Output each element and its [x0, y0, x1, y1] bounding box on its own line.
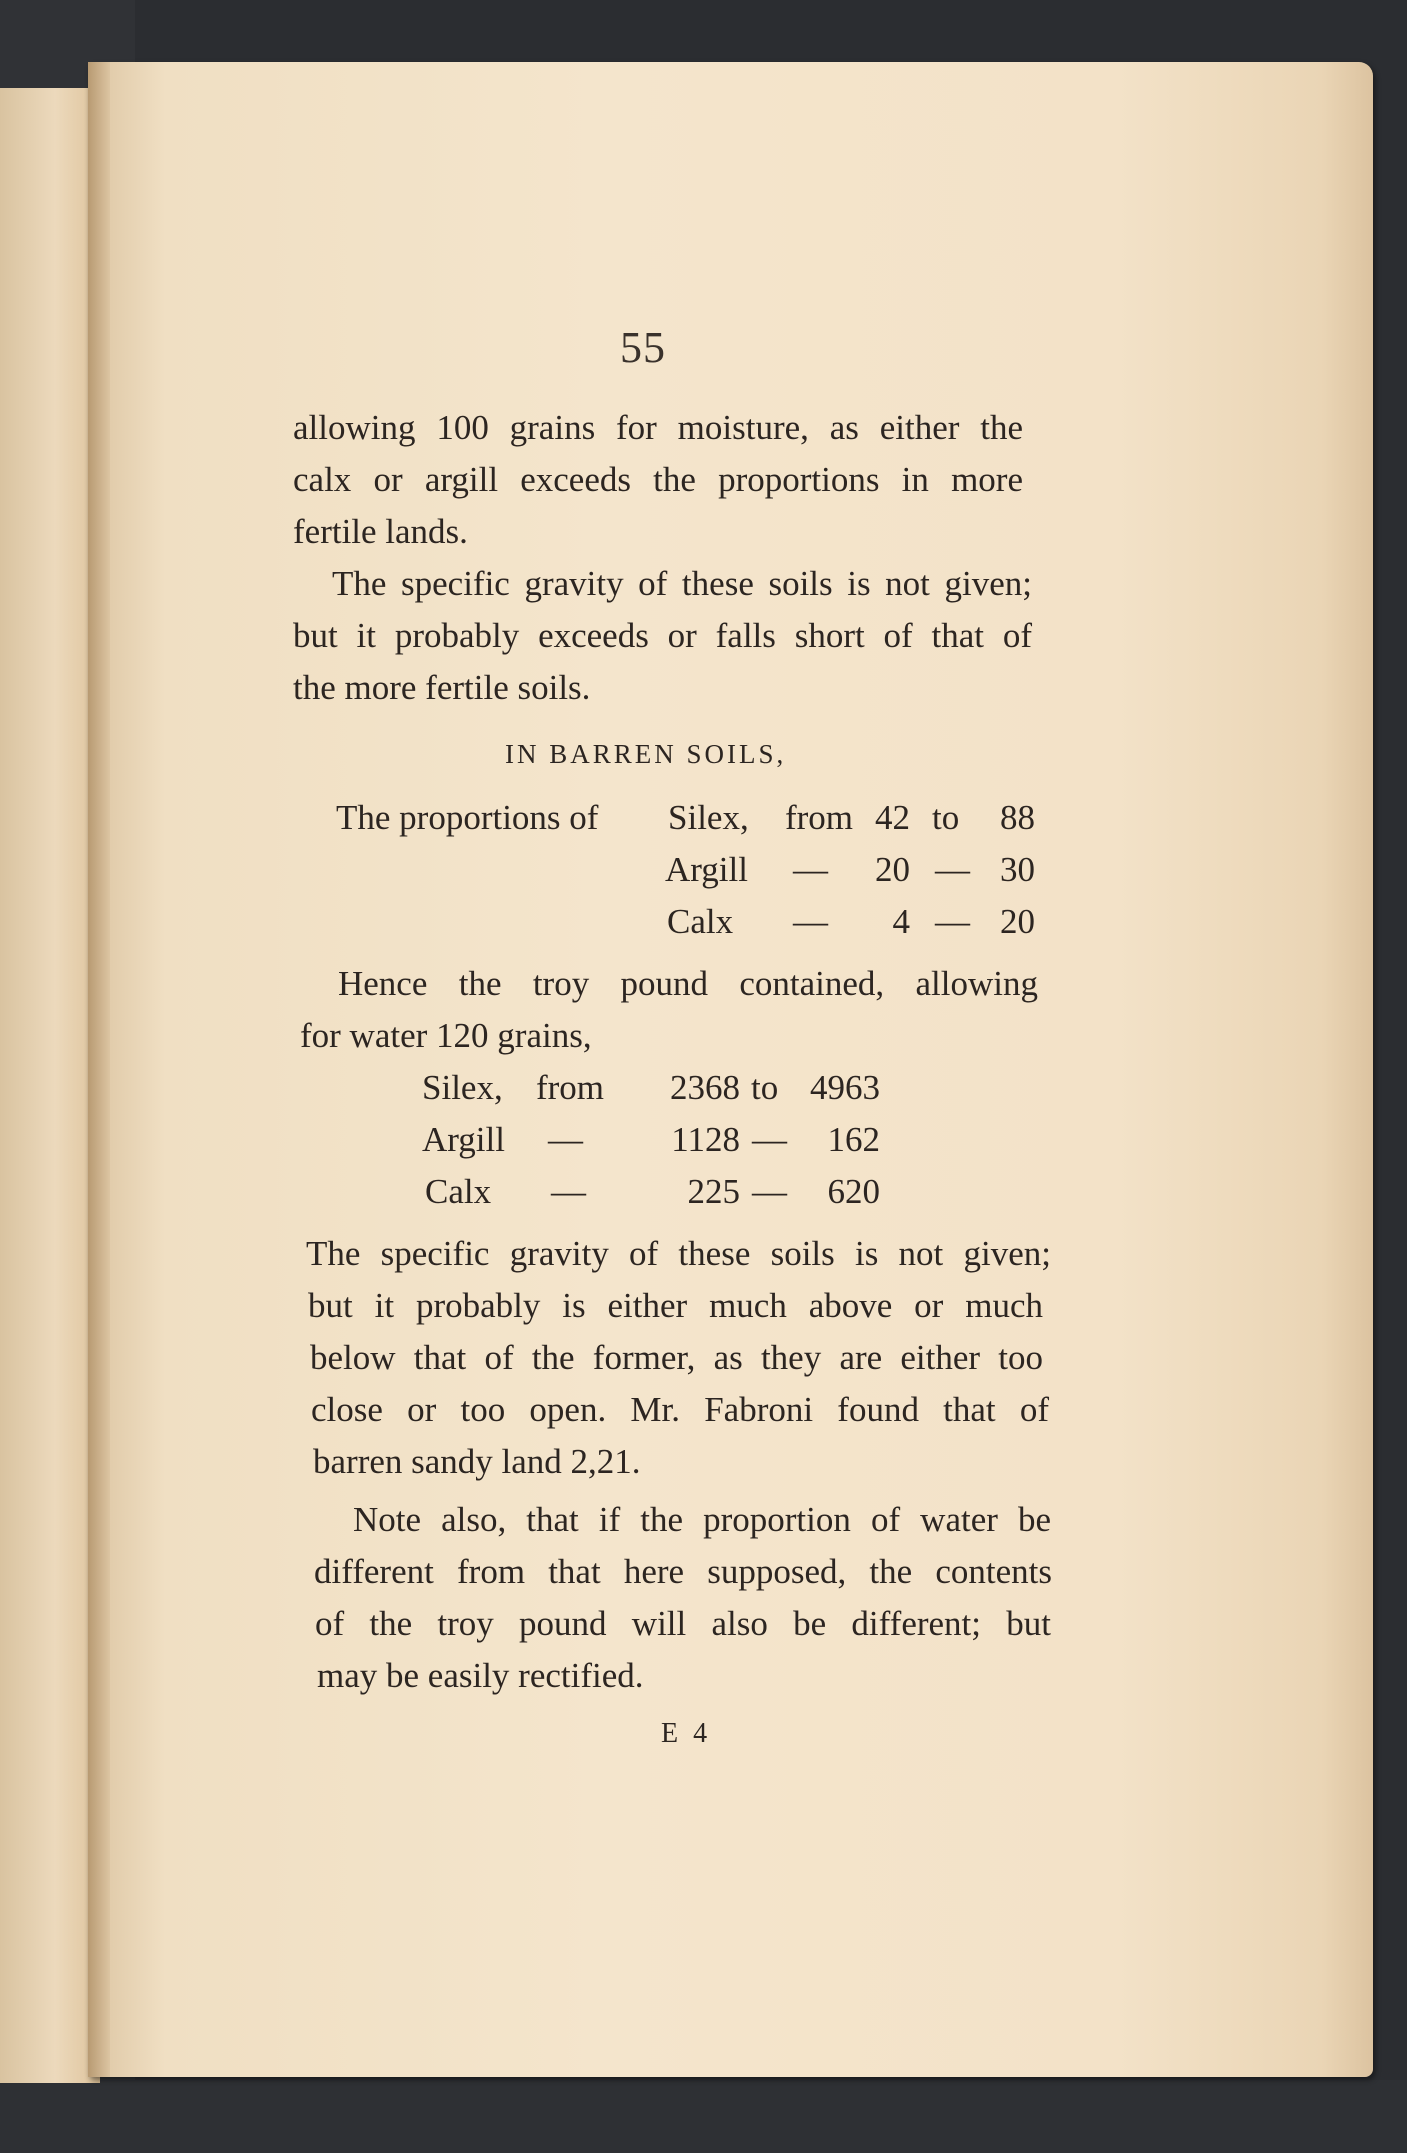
table-cell: 4963 [810, 1068, 880, 1107]
table-cell: Calx [667, 902, 734, 941]
table-cell: — [551, 1172, 586, 1211]
table-cell: — [752, 1172, 787, 1211]
table-cell: — [793, 902, 828, 941]
table-cell: to [751, 1068, 779, 1107]
text-line: may be easily rectified. [317, 1656, 644, 1695]
text-line: fertile lands. [293, 512, 468, 551]
table-cell: — [793, 850, 828, 889]
table-cell: 30 [1000, 850, 1035, 889]
facing-page-edge [0, 88, 100, 2083]
text-line: different from that here supposed, the contents [314, 1552, 1052, 1591]
section-heading: IN BARREN SOILS, [505, 739, 787, 769]
text-line: close or too open. Mr. Fabroni found that of [311, 1390, 1049, 1429]
table-cell: — [935, 902, 970, 941]
background-bottom [0, 2080, 1407, 2153]
text-line: Hence the troy pound contained, allowing [338, 964, 1038, 1003]
table-cell: 42 [875, 798, 910, 837]
proportions-intro: The proportions of [336, 798, 599, 837]
text-line: but it probably exceeds or falls short of that of [293, 616, 1032, 655]
table-cell: 4 [892, 902, 910, 941]
table-cell: 162 [827, 1120, 880, 1159]
table-cell: — [935, 850, 970, 889]
table-cell: — [752, 1120, 787, 1159]
table-cell: 2368 [670, 1068, 740, 1107]
text-line: The specific gravity of these soils is not given; [332, 564, 1032, 603]
table-cell: Argill [665, 850, 748, 889]
text-line: barren sandy land 2,21. [313, 1442, 641, 1481]
signature-mark: E 4 [661, 1718, 712, 1749]
table-cell: Argill [422, 1120, 505, 1159]
text-line: calx or argill exceeds the proportions in more [293, 460, 1023, 499]
text-line: allowing 100 grains for moisture, as either the [293, 408, 1023, 447]
page-number: 55 [620, 323, 666, 372]
text-line: for water 120 grains, [300, 1016, 592, 1055]
text-line: The specific gravity of these soils is not given; [306, 1234, 1051, 1273]
text-line: below that of the former, as they are either too [310, 1338, 1043, 1377]
text-line: of the troy pound will also be different; but [315, 1604, 1051, 1643]
table-cell: Calx [425, 1172, 492, 1211]
table-cell: 20 [1000, 902, 1035, 941]
table-cell: from [536, 1068, 605, 1107]
table-cell: Silex, [668, 798, 749, 837]
table-cell: Silex, [422, 1068, 503, 1107]
table-cell: 20 [875, 850, 910, 889]
table-cell: to [932, 798, 960, 837]
table-cell: 225 [687, 1172, 740, 1211]
text-line: Note also, that if the proportion of water be [353, 1500, 1051, 1539]
page-gutter [88, 62, 110, 2077]
text-line: but it probably is either much above or much [308, 1286, 1043, 1325]
table-cell: 620 [827, 1172, 880, 1211]
table-cell: from [785, 798, 854, 837]
table-cell: 88 [1000, 798, 1035, 837]
table-cell: 1128 [671, 1120, 740, 1159]
text-line: the more fertile soils. [293, 668, 591, 707]
table-cell: — [548, 1120, 583, 1159]
